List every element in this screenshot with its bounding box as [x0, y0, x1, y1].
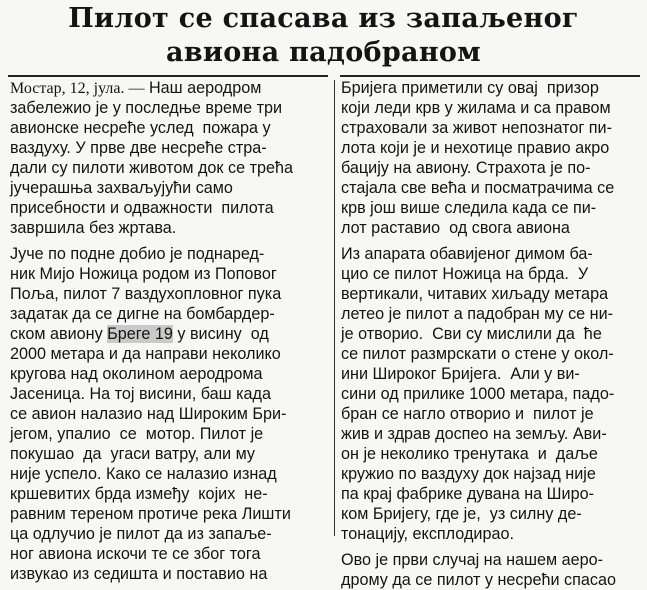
paragraph-2	[10, 244, 328, 584]
text-line: он је неколико тренутака и даље	[341, 445, 598, 463]
text-line: ком Бријегу, где је, уз силну де-	[341, 505, 582, 523]
headline	[0, 2, 647, 70]
text-line: ник Мијо Ножица родом из Поповог	[10, 265, 277, 283]
right-column-rule	[340, 75, 640, 77]
text-line: јучерашња захваљујући само	[10, 179, 233, 197]
text-line: авионске несреће услед пожара у	[10, 119, 271, 137]
paragraph-3	[341, 78, 641, 238]
text-line: није успело. Како се налазио изнад	[10, 465, 277, 483]
text-line: ног авиона искочи те се због тога	[10, 545, 261, 563]
paragraph-4	[341, 244, 641, 544]
text-line: ском авиону Бреге 19 у висину од	[10, 325, 269, 343]
text-line: па крај фабрике дувана на Широ-	[341, 485, 594, 503]
paragraph-1	[10, 98, 328, 238]
left-column	[10, 78, 328, 584]
text-line: равним тереном протиче река Лишти	[10, 505, 291, 523]
highlighted-text: Бреге 19	[107, 325, 173, 343]
text-line: присебности и одважности пилота	[10, 199, 274, 217]
text-line: забележио је у последње време три	[10, 99, 283, 117]
text-line: 2000 метара и да направи неколико	[10, 345, 281, 363]
text-line: дали су пилоти животом док се трећа	[10, 159, 293, 177]
text-line: јегом, упалио се мотор. Пилот је	[10, 425, 264, 443]
text-line: ваздуху. У прве две несреће стра-	[10, 139, 267, 157]
text-line: Јуче по подне добио је поднаред-	[10, 245, 265, 263]
text-line: се пилот размрскати о стене у окол-	[341, 345, 614, 363]
text-line: бацију на авиону. Страхота је по-	[341, 159, 591, 177]
text-line: вертикали, читавих хиљаду метара	[341, 285, 609, 303]
text-line: кружио по ваздуху док најзад није	[341, 465, 596, 483]
text-line: ини Широког Бријега. Али у ви-	[341, 365, 580, 383]
left-column-rule	[8, 75, 328, 77]
text-line: сини од прилике 1000 метара, падо-	[341, 385, 615, 403]
text-line: Поља, пилот 7 ваздухопловног пука	[10, 285, 282, 303]
paragraph-5	[341, 550, 641, 590]
text-line: страховали за живот непознатог пи-	[341, 119, 612, 137]
dateline: Мостар, 12, јула. —	[10, 80, 145, 97]
text-line: кршевитих брда између којих не-	[10, 485, 268, 503]
text-line: дрому да се пилот у несрећи спасао	[341, 571, 617, 589]
text-line: ца одлучио је пилот да из запаље-	[10, 525, 272, 543]
text-line: лота који је и нехотице правио акро	[341, 139, 610, 157]
text-line: покушао да угаси ватру, али му	[10, 445, 255, 463]
column-divider	[334, 80, 335, 536]
text-line: летео је пилот а падобран му се ни-	[341, 305, 614, 323]
text-line: кругова над околином аеродрома	[10, 365, 263, 383]
headline-line-1: Пилот се спасава из запаљеног	[68, 3, 579, 34]
text-line: цио се пилот Ножица на брда. У	[341, 265, 589, 283]
text-line: Бријега приметили су овај призор	[341, 79, 599, 97]
text-line: жив и здрав доспео на земљу. Ави-	[341, 425, 607, 443]
text-line: се авион налазио над Широким Бри-	[10, 405, 287, 423]
text-line: тонацију, експлодирао.	[341, 525, 514, 543]
text-line: задатак да се дигне на бомбардер-	[10, 305, 275, 323]
headline-line-2: авиона падобраном	[166, 37, 481, 68]
text-line: је отворио. Сви су мислили да ће	[341, 325, 602, 343]
text-line: завршила без жртава.	[10, 219, 177, 237]
text-line: извукао из седишта и поставио на	[10, 565, 268, 583]
text-line: који леди крв у жилама и са правом	[341, 99, 611, 117]
text-line: лот раставио од свога авиона	[341, 219, 570, 237]
text-line: крв још више следила када се пи-	[341, 199, 597, 217]
text-line: Ово је први случај на нашем аеро-	[341, 551, 604, 569]
first-line	[10, 78, 328, 98]
text-line: Из апарата обавијеног димом ба-	[341, 245, 593, 263]
right-column	[341, 78, 641, 590]
first-line-text: Наш аеродром	[144, 79, 262, 97]
text-line: Јасеница. На тој висини, баш када	[10, 385, 271, 403]
text-line: стајала све већа и посматрачима се	[341, 179, 615, 197]
text-line: бран се нагло отворио и пилот је	[341, 405, 594, 423]
